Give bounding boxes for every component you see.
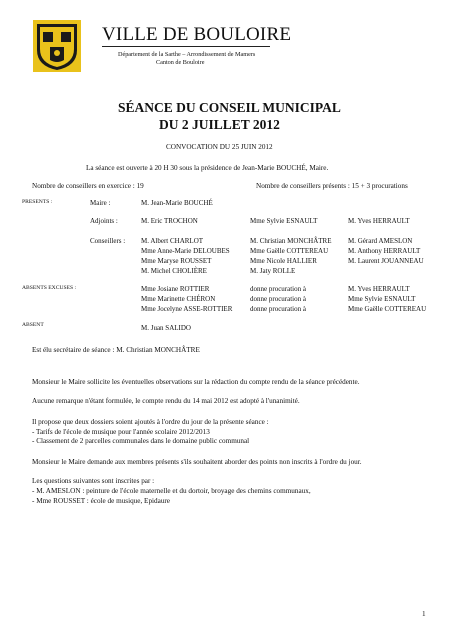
department-subtitle: Département de la Sarthe – Arrondissement de Mamers (118, 51, 256, 58)
adjoints-label: Adjoints : (90, 217, 118, 225)
coat-of-arms-icon (33, 20, 81, 72)
conseiller-name: M. Laurent JOUANNEAU (348, 257, 424, 265)
maire-name: M. Jean-Marie BOUCHÉ (141, 199, 213, 207)
questions-intro: Les questions suivantes sont inscrites par : (32, 477, 155, 485)
conseiller-name: M. Albert CHARLOT (141, 237, 204, 245)
other-points-paragraph: Monsieur le Maire demande aux membres présents s'ils souhaitent aborder des points non inscrits à l'ordre du jour. (32, 458, 362, 466)
meeting-heading-line1: SÉANCE DU CONSEIL MUNICIPAL (118, 100, 341, 115)
minutes-adopted-paragraph: Aucune remarque n'étant formulée, le compte rendu du 14 mai 2012 est adopté à l'unanimité. (32, 397, 300, 405)
conseiller-name: Mme Maryse ROUSSET (141, 257, 212, 265)
agenda-addition-paragraph: Il propose que deux dossiers soient ajoutés à l'ordre du jour de la présente séance : (32, 418, 269, 426)
proxy-text: donne procuration à (250, 305, 306, 313)
conseiller-name: M. Anthony HERRAULT (348, 247, 421, 255)
conseiller-name: M. Jaty ROLLE (250, 267, 296, 275)
adjoint-name: M. Yves HERRAULT (348, 217, 410, 225)
absent-name: M. Juan SALIDO (141, 324, 191, 332)
adjoint-name: Mme Sylvie ESNAULT (250, 217, 318, 225)
excused-name: Mme Marinette CHÉRON (141, 295, 216, 303)
page-number: 1 (422, 610, 426, 618)
councillors-in-office: Nombre de conseillers en exercice : 19 (32, 182, 144, 190)
title-underline (102, 46, 270, 47)
maire-label: Maire : (90, 199, 111, 207)
excused-name: Mme Josiane ROTTIER (141, 285, 210, 293)
question-item: - Mme ROUSSET : école de musique, Epidaure (32, 497, 171, 505)
conseiller-name: Mme Gaëlle COTTEREAU (250, 247, 329, 255)
proxy-text: donne procuration à (250, 285, 306, 293)
meeting-heading-line2: DU 2 JUILLET 2012 (159, 117, 280, 132)
presents-label: PRESENTS : (22, 199, 53, 205)
adjoint-name: M. Eric TROCHON (141, 217, 198, 225)
secretary-statement: Est élu secrétaire de séance : M. Christian MONCHÂTRE (32, 346, 200, 354)
absents-excuses-label: ABSENTS EXCUSES : (22, 285, 77, 291)
conseiller-name: M. Christian MONCHÂTRE (250, 237, 332, 245)
conseiller-name: M. Michel CHOLIÈRE (141, 267, 207, 275)
convocation-date: CONVOCATION DU 25 JUIN 2012 (166, 143, 273, 151)
question-item: - M. AMESLON : peinture de l'école maternelle et du dortoir, broyage des chemins communaux, (32, 487, 311, 495)
conseillers-label: Conseillers : (90, 237, 126, 245)
absent-label: ABSENT (22, 322, 44, 328)
proxy-name: M. Yves HERRAULT (348, 285, 410, 293)
page-title: VILLE DE BOULOIRE (102, 24, 292, 45)
conseiller-name: Mme Anne-Marie DELOUBES (141, 247, 230, 255)
agenda-item: - Tarifs de l'école de musique pour l'année scolaire 2012/2013 (32, 428, 210, 436)
agenda-item: - Classement de 2 parcelles communales dans le domaine public communal (32, 437, 250, 445)
conseiller-name: Mme Nicole HALLIER (250, 257, 317, 265)
canton-subtitle: Canton de Bouloire (156, 59, 205, 66)
proxy-text: donne procuration à (250, 295, 306, 303)
conseiller-name: M. Gérard AMESLON (348, 237, 413, 245)
opening-statement: La séance est ouverte à 20 H 30 sous la présidence de Jean-Marie BOUCHÉ, Maire. (86, 164, 329, 172)
proxy-name: Mme Gaëlle COTTEREAU (348, 305, 427, 313)
councillors-present: Nombre de conseillers présents : 15 + 3 procurations (256, 182, 408, 190)
proxy-name: Mme Sylvie ESNAULT (348, 295, 416, 303)
excused-name: Mme Jocelyne ASSE-ROTTIER (141, 305, 233, 313)
minutes-request-paragraph: Monsieur le Maire sollicite les éventuelles observations sur la rédaction du compte rendu de la séance précédente. (32, 378, 360, 386)
